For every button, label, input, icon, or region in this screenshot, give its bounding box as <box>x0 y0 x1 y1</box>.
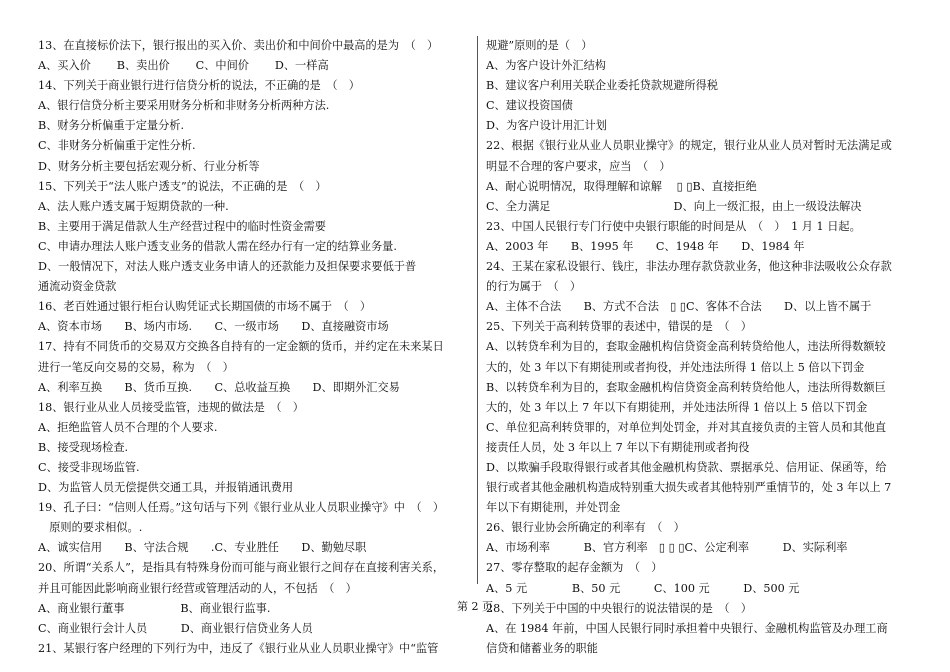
text-line: C、全力满足 D、向上一级汇报，由上一级设法解决 <box>486 199 862 213</box>
text-line: A、诚实信用 B、守法合规 .C、专业胜任 D、勤勉尽职 <box>38 541 367 555</box>
text-line: 24、王某在家私设银行、钱庄，非法办理存款贷款业务，他这种非法吸收公众存款 <box>486 260 892 274</box>
text-line: 并且可能因此影响商业银行经营或管理活动的人，不包括 （ ） <box>38 581 357 595</box>
column-divider <box>477 36 478 584</box>
text-line: A、市场利率 B、官方利率 ▯ ▯ ▯C、公定利率 D、实际利率 <box>486 541 848 555</box>
text-line: 20、所谓“关系人”，是指具有特殊身份而可能与商业银行之间存在直接利害关系， <box>38 561 445 575</box>
text-line: A、资本市场 B、场内市场. C、一级市场 D、直接融资市场 <box>38 320 389 334</box>
text-line: 16、老百姓通过银行柜台认购凭证式长期国债的市场不属于 （ ） <box>38 300 372 314</box>
text-line: A、2003 年 B、1995 年 C、1948 年 D、1984 年 <box>486 239 805 253</box>
text-line: A、银行信贷分析主要采用财务分析和非财务分析两种方法. <box>38 99 330 113</box>
text-line: 大的，处 3 年以下有期徒刑或者拘役，并处违法所得 1 倍以上 5 倍以下罚金 <box>486 360 865 374</box>
text-line: B、接受现场检查. <box>38 440 129 454</box>
text-line: 22、根据《银行业从业人员职业操守》的规定，银行业从业人员对暂时无法满足或 <box>486 139 892 153</box>
text-line: C、接受非现场监管. <box>38 460 140 474</box>
text-line: A、商业银行董事 B、商业银行监事. <box>38 601 271 615</box>
text-line: A、主体不合法 B、方式不合法 ▯ ▯C、客体不合法 D、以上皆不属于 <box>486 300 872 314</box>
text-line: 14、下列关于商业银行进行信贷分析的说法，不正确的是 （ ） <box>38 79 360 93</box>
text-line: A、拒绝监管人员不合理的个人要求. <box>38 420 218 434</box>
text-line: D、以欺骗手段取得银行或者其他金融机构贷款、票据承兑、信用证、保函等，给 <box>486 460 887 474</box>
text-line: 13、在直接标价法下，银行报出的买入价、卖出价和中间价中最高的是为 （ ） <box>38 39 439 52</box>
text-line: 年以下有期徒刑，并处罚金 <box>486 501 621 515</box>
text-line: D、为客户设计用汇计划 <box>486 119 607 133</box>
text-line: B、主要用于满足借款人生产经营过程中的临时性资金需要 <box>38 219 326 233</box>
text-line: 26、银行业协会所确定的利率有 （ ） <box>486 521 685 535</box>
text-line: C、建议投资国债 <box>486 99 573 113</box>
text-line: A、利率互换 B、货币互换. C、总收益互换 D、即期外汇交易 <box>38 380 400 394</box>
text-line: 接责任人员，处 3 年以上 7 年以下有期徒刑或者拘役 <box>486 440 750 454</box>
text-line: 原则的要求相似。. <box>38 521 143 535</box>
text-line: D、财务分析主要包括宏观分析、行业分析等 <box>38 159 260 173</box>
text-line: 21、某银行客户经理的下列行为中，违反了《银行业从业人员职业操守》中“监管 <box>38 641 439 655</box>
text-line: 明显不合理的客户要求，应当 （ ） <box>486 159 671 173</box>
text-line: 23、中国人民银行专门行使中央银行职能的时间是从 （ ） 1 月 1 日起。 <box>486 219 861 233</box>
text-line: 17、持有不同货币的交易双方交换各自持有的一定金额的货币，并约定在未来某日 <box>38 340 444 354</box>
text-line: D、为监管人员无偿提供交通工具，并报销通讯费用 <box>38 481 294 495</box>
text-line: C、商业银行会计人员 D、商业银行信贷业务人员 <box>38 621 313 635</box>
text-line: 银行或者其他金融机构造成特别重大损失或者其他特别严重情节的，处 3 年以上 7 <box>486 481 892 495</box>
text-line: 28、下列关于中国的中央银行的说法错误的是 （ ） <box>486 601 752 615</box>
page-number: 第 2 页 <box>457 600 493 613</box>
text-line: B、以转贷牟利为目的，套取金融机构信贷资金高利转贷给他人，违法所得数额巨 <box>486 380 886 394</box>
text-line: 19、孔子曰：“信则人任焉。”这句话与下列《银行业从业人员职业操守》中 （ ） <box>38 501 445 515</box>
text-line: 27、零存整取的起存金额为 （ ） <box>486 561 663 575</box>
text-line: A、5 元 B、50 元 C、100 元 D、500 元 <box>486 581 800 595</box>
text-line: C、非财务分析偏重于定性分析. <box>38 139 196 153</box>
text-line: A、买入价 B、卖出价 C、中间价 D、一样高 <box>38 59 329 73</box>
text-line: A、耐心说明情况，取得理解和谅解 ▯ ▯B、直接拒绝 <box>486 179 757 193</box>
text-line: 进行一笔反向交易的交易，称为 （ ） <box>38 360 234 374</box>
text-line: A、法人账户透支属于短期贷款的一种. <box>38 199 229 213</box>
right-column <box>486 36 926 659</box>
text-line: 18、银行业从业人员接受监管，违规的做法是 （ ） <box>38 400 304 414</box>
text-line: B、建议客户利用关联企业委托贷款规避所得税 <box>486 79 718 93</box>
left-column <box>38 36 478 659</box>
text-line: A、在 1984 年前，中国人民银行同时承担着中央银行、金融机构监管及办理工商 <box>486 621 888 635</box>
text-line: 25、下列关于高利转贷罪的表述中，错误的是 （ ） <box>486 320 752 334</box>
text-line: A、为客户设计外汇结构 <box>486 59 606 73</box>
text-line: 规避”原则的是（ ） <box>486 39 593 52</box>
text-line: 大的，处 3 年以上 7 年以下有期徒刑，并处违法所得 1 倍以上 5 倍以下罚金 <box>486 400 868 414</box>
text-line: 的行为属于 （ ） <box>486 280 582 294</box>
text-line: C、申请办理法人账户透支业务的借款人需在经办行有一定的结算业务量. <box>38 239 397 253</box>
text-line: A、以转贷牟利为目的，套取金融机构信贷资金高利转贷给他人，违法所得数额较 <box>486 340 886 354</box>
text-line: 15、下列关于“法人账户透支”的说法，不正确的是 （ ） <box>38 179 327 193</box>
text-line: B、财务分析偏重于定量分析. <box>38 119 185 133</box>
text-line: D、一般情况下，对法人账户透支业务申请人的还款能力及担保要求要低于普 <box>38 260 417 274</box>
text-line: C、单位犯高利转贷罪的，对单位判处罚金，并对其直接负责的主管人员和其他直 <box>486 420 887 434</box>
text-line: 通流动资金贷款 <box>38 280 117 294</box>
text-line: 信贷和储蓄业务的职能 <box>486 641 598 655</box>
